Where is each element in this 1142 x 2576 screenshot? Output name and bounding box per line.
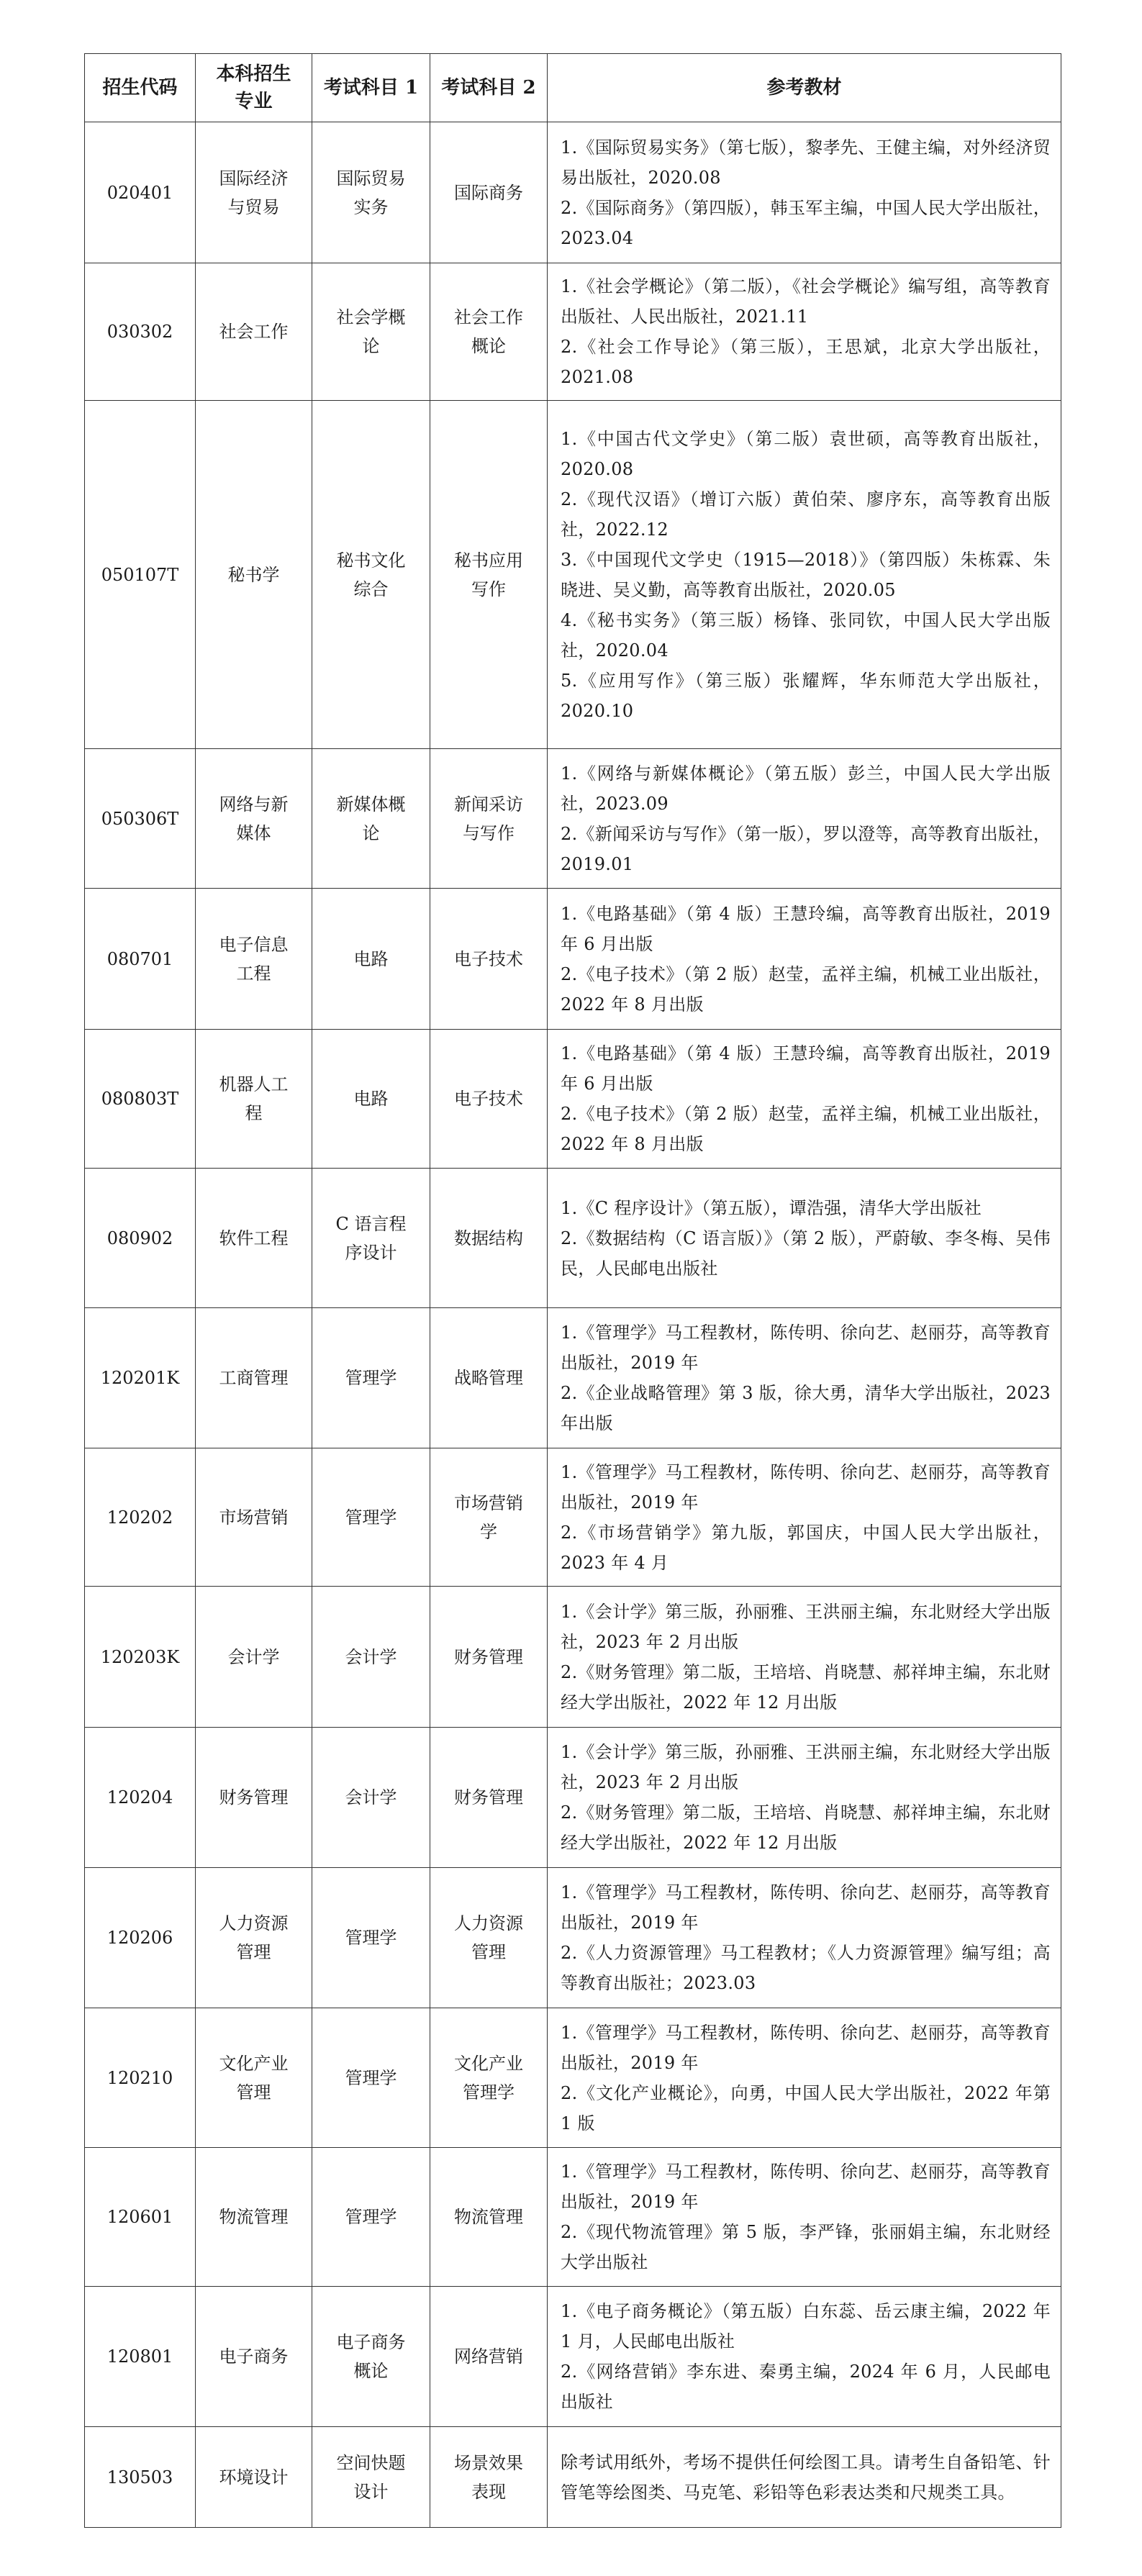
program-code: 020401 <box>85 122 196 263</box>
exam-subject-1: 会计学 <box>345 1646 397 1667</box>
reference-book-item: 1.《电路基础》（第 4 版）王慧玲编，高等教育出版社，2019 年 6 月出版 <box>561 903 1051 954</box>
program-name: 秘书学 <box>227 564 280 585</box>
header-major <box>196 54 312 122</box>
reference-book-item: 1.《管理学》马工程教材，陈传明、徐向艺、赵丽芬，高等教育出版社，2019 年 <box>561 1461 1051 1513</box>
exam-subject-2-cell <box>430 2148 548 2287</box>
header-reference-books: 参考教材 <box>548 54 1061 122</box>
exam-subject-2: 人力资源管理 <box>454 1913 523 1962</box>
exam-subject-1: 管理学 <box>345 2207 397 2227</box>
table-row <box>85 2148 1061 2287</box>
reference-book-item: 1.《网络与新媒体概论》（第五版）彭兰，中国人民大学出版社，2023.09 <box>561 763 1051 814</box>
reference-book-item: 3.《中国现代文学史（1915—2018）》（第四版）朱栋霖、朱晓进、吴义勤，高等教育出版社，2020.05 <box>561 549 1051 600</box>
exam-subject-1-cell <box>312 749 430 889</box>
exam-subject-1: 电子商务概论 <box>336 2332 406 2381</box>
table-row <box>85 1169 1061 1308</box>
program-name: 市场营销 <box>219 1507 289 1528</box>
reference-books-cell <box>548 889 1061 1030</box>
program-name-cell <box>196 1030 312 1169</box>
program-code: 030302 <box>85 263 196 401</box>
exam-subject-2: 电子技术 <box>454 948 523 969</box>
table-row <box>85 2287 1061 2427</box>
reference-book-item: 1.《中国古代文学史》（第二版）袁世硕，高等教育出版社，2020.08 <box>561 428 1051 479</box>
exam-subject-2: 电子技术 <box>454 1089 523 1109</box>
program-name: 人力资源管理 <box>219 1913 289 1962</box>
reference-book-item: 1.《会计学》第三版，孙丽雅、王洪丽主编，东北财经大学出版社，2023 年 2 月出版 <box>561 1742 1051 1792</box>
exam-subject-1-cell <box>312 1728 430 1868</box>
exam-subject-2: 场景效果表现 <box>454 2452 523 2502</box>
reference-book-item: 除考试用纸外，考场不提供任何绘图工具。请考生自备铅笔、针管笔等绘图类、马克笔、彩铅等色彩表达类和尺规类工具。 <box>561 2452 1051 2503</box>
reference-book-item: 1.《国际贸易实务》（第七版），黎孝先、王健主编，对外经济贸易出版社，2020.08 <box>561 137 1051 188</box>
exam-subject-2-cell <box>430 1868 548 2008</box>
program-code: 120202 <box>85 1448 196 1587</box>
catalog-table <box>84 53 1061 2528</box>
program-code: 120203K <box>85 1587 196 1728</box>
reference-books-cell <box>548 263 1061 401</box>
reference-books-cell <box>548 1308 1061 1448</box>
program-name-cell <box>196 2008 312 2148</box>
reference-book-item: 1.《会计学》第三版，孙丽雅、王洪丽主编，东北财经大学出版社，2023 年 2 月出版 <box>561 1601 1051 1652</box>
exam-subject-1-cell <box>312 1868 430 2008</box>
program-name-cell <box>196 401 312 749</box>
reference-book-item: 2.《新闻采访与写作》（第一版），罗以澄等，高等教育出版社，2019.01 <box>561 823 1051 874</box>
exam-subject-2: 国际商务 <box>454 182 523 203</box>
reference-book-item: 2.《文化产业概论》，向勇，中国人民大学出版社，2022 年第 1 版 <box>561 2082 1051 2133</box>
exam-subject-2: 市场营销学 <box>454 1492 523 1542</box>
reference-book-item: 2.《网络营销》李东进、秦勇主编，2024 年 6 月，人民邮电出版社 <box>561 2362 1051 2412</box>
program-name: 社会工作 <box>219 322 289 342</box>
exam-subject-1-cell <box>312 122 430 263</box>
program-name: 电子信息工程 <box>219 934 289 984</box>
exam-subject-1-cell <box>312 1587 430 1728</box>
reference-books-cell <box>548 1448 1061 1587</box>
program-name: 文化产业管理 <box>219 2053 289 2103</box>
program-name: 网络与新媒体 <box>219 794 289 843</box>
table-body <box>85 122 1061 2528</box>
exam-subject-2: 社会工作概论 <box>454 307 523 356</box>
exam-subject-1: 秘书文化综合 <box>336 550 406 599</box>
exam-subject-1-cell <box>312 1169 430 1308</box>
reference-books-cell <box>548 2148 1061 2287</box>
table-row <box>85 2427 1061 2528</box>
exam-subject-1-cell <box>312 889 430 1030</box>
header-major-label: 本科招生专业 <box>216 63 291 112</box>
reference-book-item: 2.《财务管理》第二版，王培培、肖晓慧、郝祥坤主编，东北财经大学出版社，2022 年 12 月出版 <box>561 1661 1051 1713</box>
exam-subject-2-cell <box>430 749 548 889</box>
table-row <box>85 749 1061 889</box>
exam-subject-2-cell <box>430 1169 548 1308</box>
program-name-cell <box>196 1448 312 1587</box>
reference-books-cell <box>548 1728 1061 1868</box>
program-name-cell <box>196 1169 312 1308</box>
reference-books-cell <box>548 401 1061 749</box>
exam-subject-2: 财务管理 <box>454 1646 523 1667</box>
exam-subject-2: 文化产业管理学 <box>454 2053 523 2103</box>
program-name-cell <box>196 749 312 889</box>
table-row <box>85 1868 1061 2008</box>
program-name-cell <box>196 1868 312 2008</box>
program-code: 120206 <box>85 1868 196 2008</box>
exam-subject-2-cell <box>430 122 548 263</box>
reference-book-item: 2.《企业战略管理》第 3 版，徐大勇，清华大学出版社，2023 年出版 <box>561 1383 1051 1433</box>
program-code: 080701 <box>85 889 196 1030</box>
exam-subject-2-cell <box>430 2008 548 2148</box>
reference-book-item: 2.《社会工作导论》（第三版），王思斌，北京大学出版社，2021.08 <box>561 337 1051 387</box>
header-subject-2: 考试科目 2 <box>430 54 548 122</box>
exam-subject-1-cell <box>312 2427 430 2528</box>
reference-book-item: 2.《现代汉语》（增订六版）黄伯荣、廖序东，高等教育出版社，2022.12 <box>561 489 1051 540</box>
exam-subject-2-cell <box>430 1587 548 1728</box>
exam-subject-1: 管理学 <box>345 1368 397 1388</box>
table-row <box>85 2008 1061 2148</box>
table-row <box>85 889 1061 1030</box>
reference-book-item: 1.《电子商务概论》（第五版）白东蕊、岳云康主编，2022 年 1 月，人民邮电出版社 <box>561 2301 1051 2351</box>
reference-books-cell <box>548 749 1061 889</box>
program-code: 130503 <box>85 2427 196 2528</box>
reference-book-item: 1.《管理学》马工程教材，陈传明、徐向艺、赵丽芬，高等教育出版社，2019 年 <box>561 2022 1051 2073</box>
exam-subject-2-cell <box>430 1728 548 1868</box>
program-code: 120801 <box>85 2287 196 2427</box>
program-name-cell <box>196 122 312 263</box>
reference-books-cell <box>548 122 1061 263</box>
exam-subject-1-cell <box>312 2148 430 2287</box>
reference-book-item: 2.《财务管理》第二版，王培培、肖晓慧、郝祥坤主编，东北财经大学出版社，2022 年 12 月出版 <box>561 1802 1051 1853</box>
exam-subject-2: 网络营销 <box>454 2346 523 2367</box>
exam-subject-2-cell <box>430 2427 548 2528</box>
table-row <box>85 122 1061 263</box>
program-name: 财务管理 <box>219 1787 289 1808</box>
reference-book-item: 2.《人力资源管理》马工程教材；《人力资源管理》编写组；高等教育出版社；2023.03 <box>561 1943 1051 1993</box>
program-name-cell <box>196 2427 312 2528</box>
exam-subject-1: 社会学概论 <box>336 307 406 356</box>
program-code: 120210 <box>85 2008 196 2148</box>
reference-book-item: 1.《C 程序设计》（第五版），谭浩强，清华大学出版社 <box>561 1197 982 1218</box>
reference-book-item: 2.《电子技术》（第 2 版）赵莹，孟祥主编，机械工业出版社，2022 年 8 月出版 <box>561 1104 1051 1154</box>
reference-book-item: 4.《秘书实务》（第三版）杨锋、张同钦，中国人民大学出版社，2020.04 <box>561 609 1051 661</box>
program-name: 物流管理 <box>219 2207 289 2227</box>
header-subject-1: 考试科目 1 <box>312 54 430 122</box>
exam-subject-1: 管理学 <box>345 2067 397 2088</box>
program-code: 080803T <box>85 1030 196 1169</box>
reference-books-cell <box>548 1030 1061 1169</box>
table-row <box>85 1587 1061 1728</box>
reference-books-cell <box>548 2427 1061 2528</box>
reference-book-item: 2.《国际商务》（第四版），韩玉军主编，中国人民大学出版社，2023.04 <box>561 197 1051 248</box>
program-name-cell <box>196 1308 312 1448</box>
exam-subject-2: 数据结构 <box>454 1228 523 1248</box>
exam-subject-2-cell <box>430 2287 548 2427</box>
exam-subject-1: 新媒体概论 <box>336 794 406 843</box>
reference-book-item: 1.《社会学概论》（第二版），《社会学概论》编写组，高等教育出版社、人民出版社，2021.11 <box>561 276 1051 327</box>
exam-subject-2-cell <box>430 263 548 401</box>
program-name: 软件工程 <box>219 1228 289 1248</box>
table-row <box>85 1728 1061 1868</box>
exam-subject-1-cell <box>312 1448 430 1587</box>
program-code: 080902 <box>85 1169 196 1308</box>
catalog-table-wrapper <box>84 53 1061 2528</box>
reference-books-cell <box>548 2008 1061 2148</box>
program-name-cell <box>196 263 312 401</box>
exam-subject-1: 管理学 <box>345 1507 397 1528</box>
header-code: 招生代码 <box>85 54 196 122</box>
table-header-row <box>85 54 1061 122</box>
exam-subject-2-cell <box>430 401 548 749</box>
exam-subject-2: 秘书应用写作 <box>454 550 523 599</box>
exam-subject-2: 新闻采访与写作 <box>454 794 523 843</box>
exam-subject-1-cell <box>312 2008 430 2148</box>
program-name-cell <box>196 2148 312 2287</box>
exam-subject-2-cell <box>430 1030 548 1169</box>
table-row <box>85 1030 1061 1169</box>
table-row <box>85 1448 1061 1587</box>
program-name-cell <box>196 2287 312 2427</box>
reference-book-item: 1.《管理学》马工程教材，陈传明、徐向艺、赵丽芬，高等教育出版社，2019 年 <box>561 2162 1051 2212</box>
program-name: 电子商务 <box>219 2346 289 2367</box>
reference-book-item: 2.《数据结构（C 语言版）》（第 2 版），严蔚敏、李冬梅、吴伟民，人民邮电出版社 <box>561 1228 1051 1279</box>
program-code: 120204 <box>85 1728 196 1868</box>
reference-book-item: 2.《市场营销学》第九版，郭国庆，中国人民大学出版社，2023 年 4 月 <box>561 1522 1051 1573</box>
program-name-cell <box>196 1728 312 1868</box>
exam-subject-1-cell <box>312 1030 430 1169</box>
reference-books-cell <box>548 1868 1061 2008</box>
exam-subject-1: 管理学 <box>345 1928 397 1948</box>
reference-book-item: 2.《现代物流管理》第 5 版，李严锋，张丽娟主编，东北财经大学出版社 <box>561 2222 1051 2272</box>
program-code: 120601 <box>85 2148 196 2287</box>
program-name: 环境设计 <box>219 2467 289 2487</box>
program-name-cell <box>196 889 312 1030</box>
program-code: 120201K <box>85 1308 196 1448</box>
program-name: 会计学 <box>227 1646 280 1667</box>
reference-book-item: 5.《应用写作》（第三版）张耀辉，华东师范大学出版社，2020.10 <box>561 670 1051 721</box>
exam-subject-1-cell <box>312 401 430 749</box>
program-name: 机器人工程 <box>219 1074 289 1123</box>
reference-books-cell <box>548 1587 1061 1728</box>
exam-subject-1: 会计学 <box>345 1787 397 1808</box>
exam-subject-2: 财务管理 <box>454 1787 523 1808</box>
exam-subject-1: 电路 <box>353 948 389 969</box>
exam-subject-1: 国际贸易实务 <box>336 168 406 217</box>
table-row <box>85 1308 1061 1448</box>
exam-subject-2-cell <box>430 1448 548 1587</box>
program-code: 050107T <box>85 401 196 749</box>
reference-books-cell <box>548 1169 1061 1308</box>
exam-subject-2-cell <box>430 1308 548 1448</box>
table-row <box>85 401 1061 749</box>
reference-book-item: 1.《电路基础》（第 4 版）王慧玲编，高等教育出版社，2019 年 6 月出版 <box>561 1043 1051 1094</box>
table-row <box>85 263 1061 401</box>
program-code: 050306T <box>85 749 196 889</box>
exam-subject-2-cell <box>430 889 548 1030</box>
reference-book-item: 2.《电子技术》（第 2 版）赵莹，孟祥主编，机械工业出版社，2022 年 8 月出版 <box>561 963 1051 1015</box>
exam-subject-1-cell <box>312 2287 430 2427</box>
reference-books-cell <box>548 2287 1061 2427</box>
reference-book-item: 1.《管理学》马工程教材，陈传明、徐向艺、赵丽芬，高等教育出版社，2019 年 <box>561 1882 1051 1933</box>
exam-subject-2: 战略管理 <box>454 1368 523 1388</box>
exam-subject-2: 物流管理 <box>454 2207 523 2227</box>
exam-subject-1-cell <box>312 1308 430 1448</box>
exam-subject-1: 空间快题设计 <box>336 2452 406 2502</box>
exam-subject-1: 电路 <box>353 1089 389 1109</box>
exam-subject-1: C 语言程序设计 <box>335 1213 407 1263</box>
reference-book-item: 1.《管理学》马工程教材，陈传明、徐向艺、赵丽芬，高等教育出版社，2019 年 <box>561 1323 1051 1373</box>
program-name: 工商管理 <box>219 1368 289 1388</box>
program-name: 国际经济与贸易 <box>219 168 289 217</box>
program-name-cell <box>196 1587 312 1728</box>
exam-subject-1-cell <box>312 263 430 401</box>
